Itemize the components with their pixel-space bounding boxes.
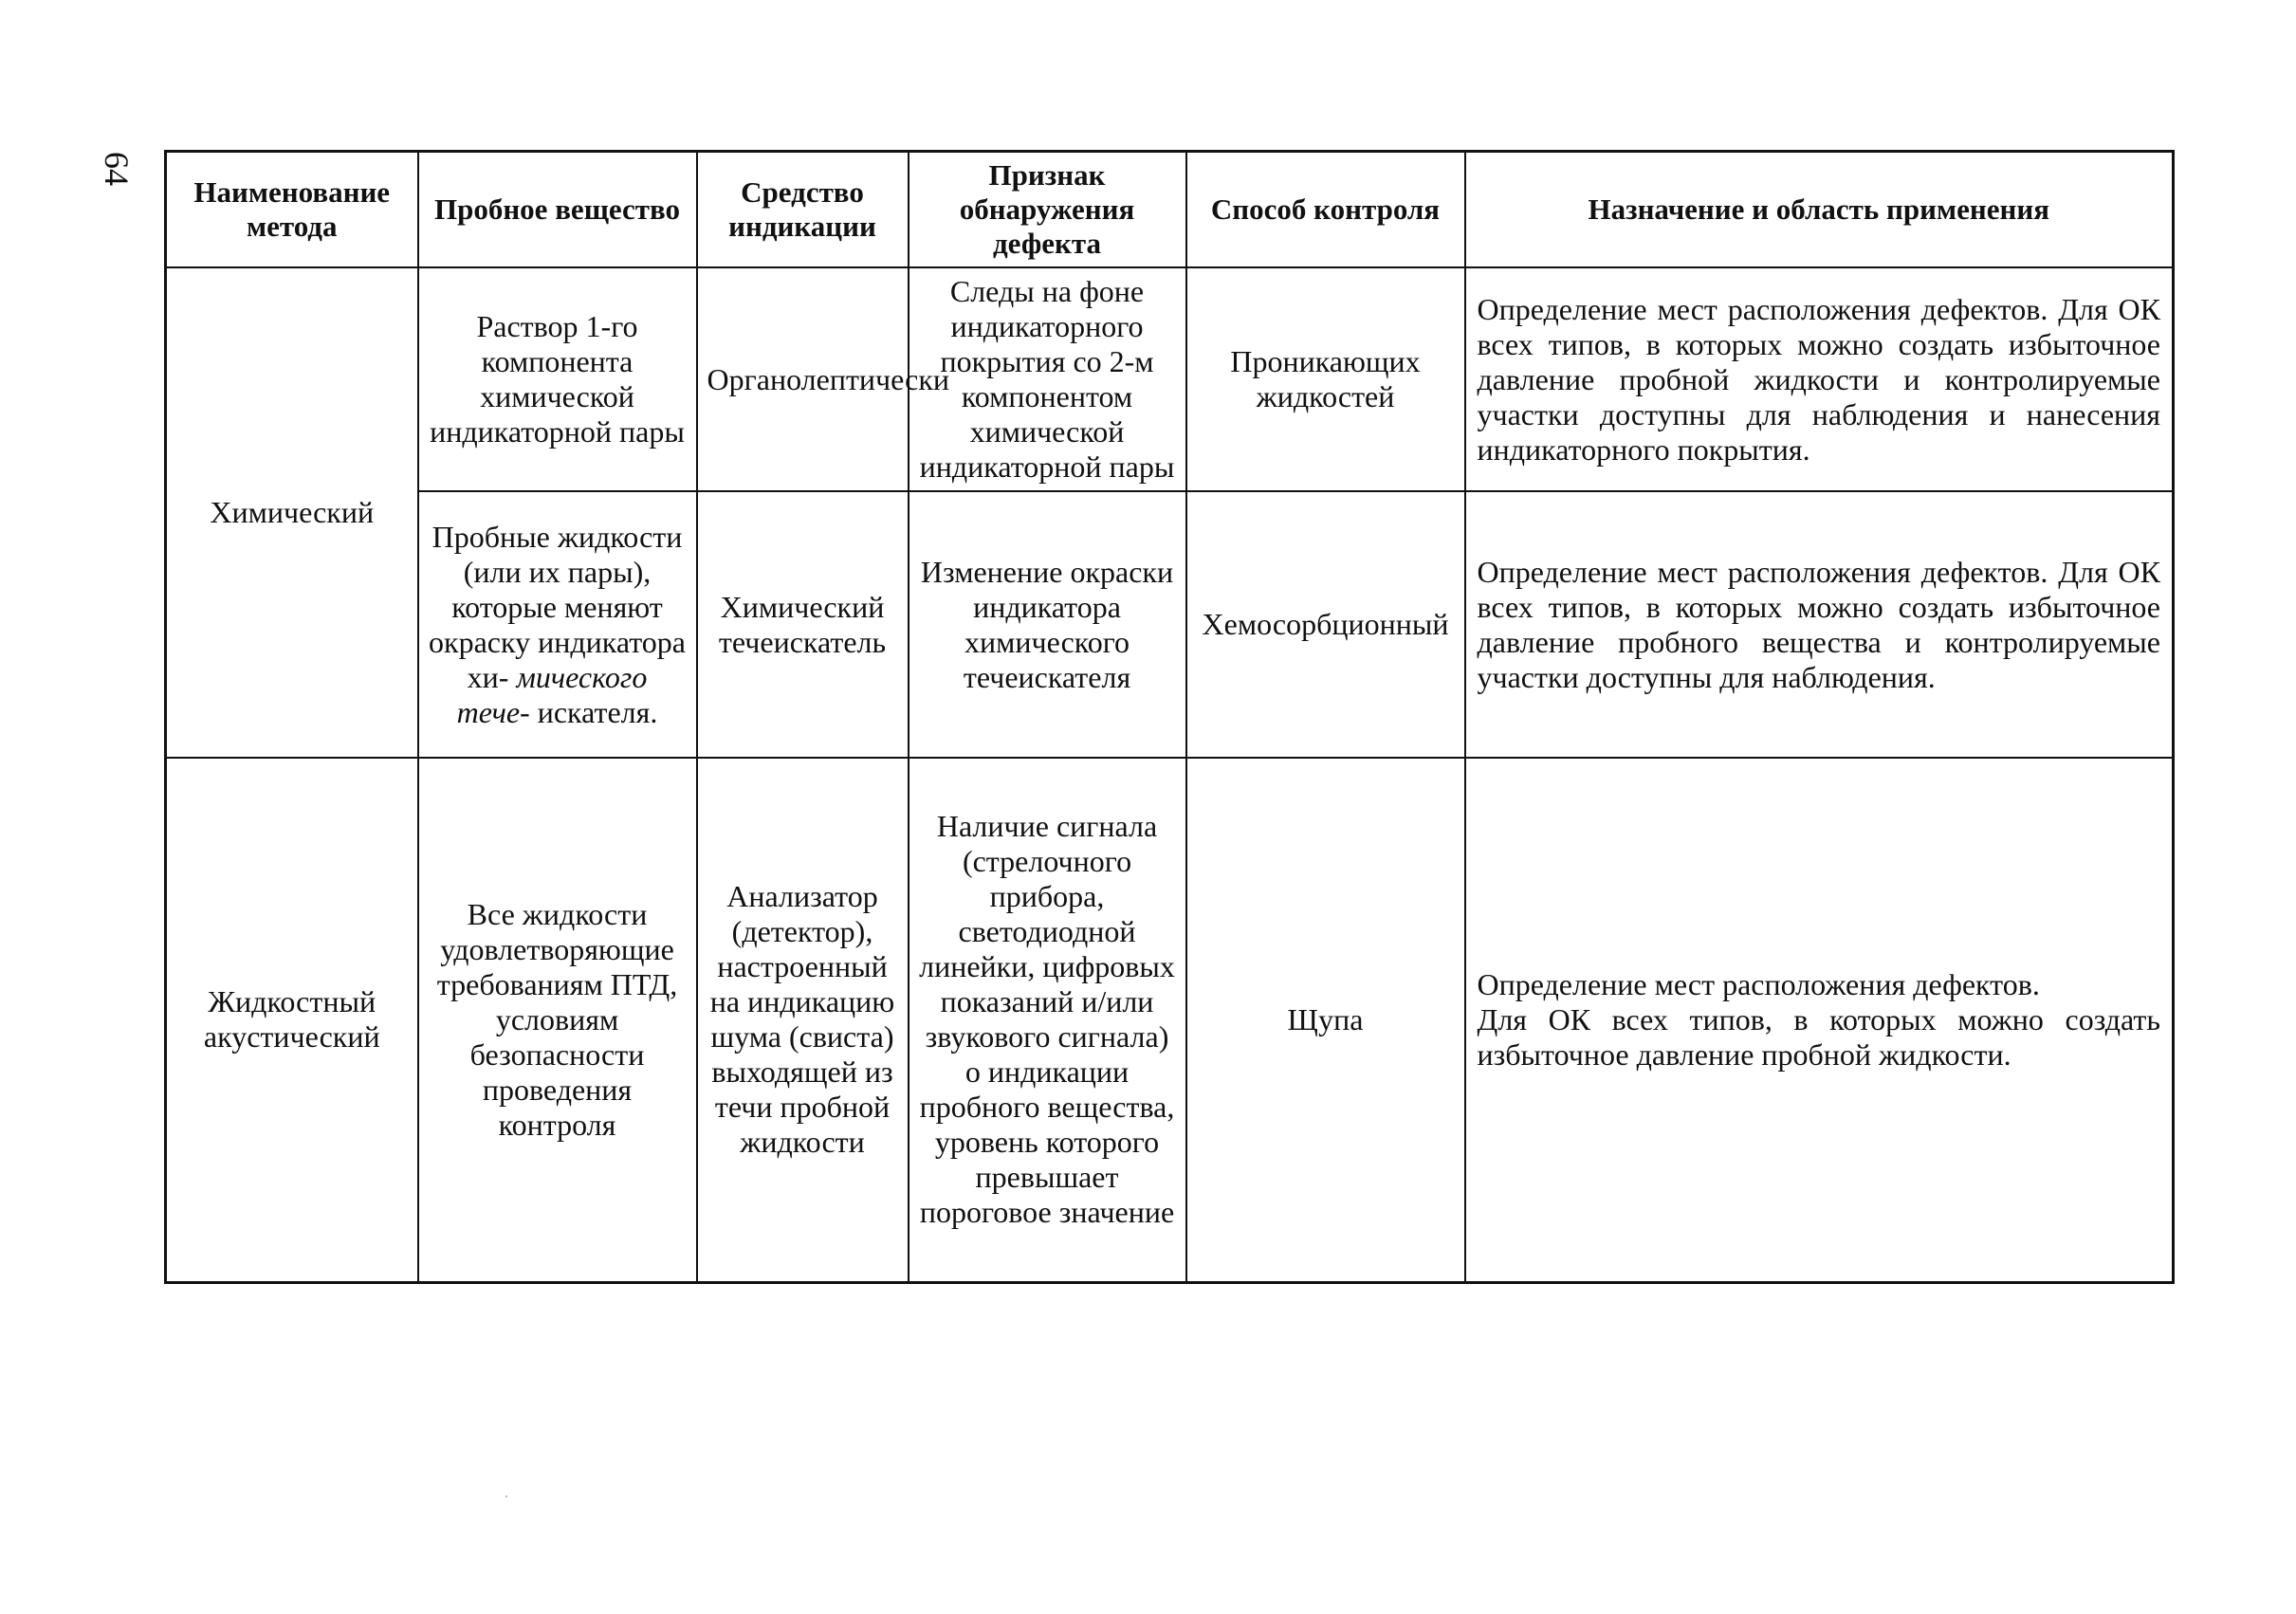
- table-row: [166, 758, 2174, 1282]
- table-header-row: [166, 152, 2174, 268]
- cell-defect-sign: Наличие сигнала (стрелочного прибора, светодиодной линейки, цифровых показаний и/или звукового сигнала) о индикации пробного вещества, уровень которого превышает пороговое значение: [909, 758, 1186, 1282]
- cell-defect-sign: Следы на фоне индикаторного покрытия со 2-м компонентом химической индикаторной пары: [909, 267, 1186, 491]
- header-defect-sign: Признак обнаружения дефекта: [909, 152, 1186, 268]
- substance-text: Пробные жидкости (или их пары), которые меняют окраску индикатора хи-: [429, 519, 686, 694]
- cell-purpose: [1465, 758, 2174, 1282]
- table-row: [166, 267, 2174, 491]
- header-substance: Пробное вещество: [418, 152, 697, 268]
- scan-speck: [505, 1495, 507, 1497]
- header-method: Наименование метода: [166, 152, 418, 268]
- cell-control: Хемосорбционный: [1186, 491, 1465, 758]
- table-row: [166, 491, 2174, 758]
- cell-defect-sign: Изменение окраски индикатора химического течеискателя: [909, 491, 1186, 758]
- cell-substance: Все жидкости удовлетворяющие требованиям ПТД, условиям безопасности проведения контроля: [418, 758, 697, 1282]
- header-control: Способ контроля: [1186, 152, 1465, 268]
- cell-substance: Раствор 1-го компонента химической индикаторной пары: [418, 267, 697, 491]
- header-purpose: Назначение и область применения: [1465, 152, 2174, 268]
- header-indication: Средство индикации: [697, 152, 909, 268]
- purpose-line-2: Для ОК всех типов, в которых можно создать избыточное давление пробной жидкости.: [1477, 1001, 2160, 1072]
- cell-control: Щупа: [1186, 758, 1465, 1282]
- cell-indication: Органолептически: [697, 267, 909, 491]
- purpose-line-1: Определение мест расположения дефектов.: [1477, 966, 2040, 1001]
- substance-text-end: искателя.: [537, 694, 658, 729]
- cell-purpose: Определение мест расположения дефектов. Для ОК всех типов, в которых можно создать избыточное давление пробного вещества и контролируемые участки доступны для наблюдения.: [1465, 491, 2174, 758]
- substance-text-italic: мического тече-: [456, 659, 648, 729]
- page-number: 64: [98, 152, 136, 186]
- cell-substance: [418, 491, 697, 758]
- methods-table: [164, 150, 2175, 1284]
- cell-purpose: Определение мест расположения дефектов. Для ОК всех типов, в которых можно создать избыточное давление пробной жидкости и контролируемые участки доступны для наблюдения и нанесения индикаторного покрытия.: [1465, 267, 2174, 491]
- cell-control: Проникающих жидкостей: [1186, 267, 1465, 491]
- cell-indication: Анализатор (детектор), настроенный на индикацию шума (свиста) выходящей из течи пробной жидкости: [697, 758, 909, 1282]
- method-liquid-acoustic: Жидкостный акустический: [166, 758, 418, 1282]
- cell-indication: Химический течеискатель: [697, 491, 909, 758]
- method-chemical: Химический: [166, 267, 418, 758]
